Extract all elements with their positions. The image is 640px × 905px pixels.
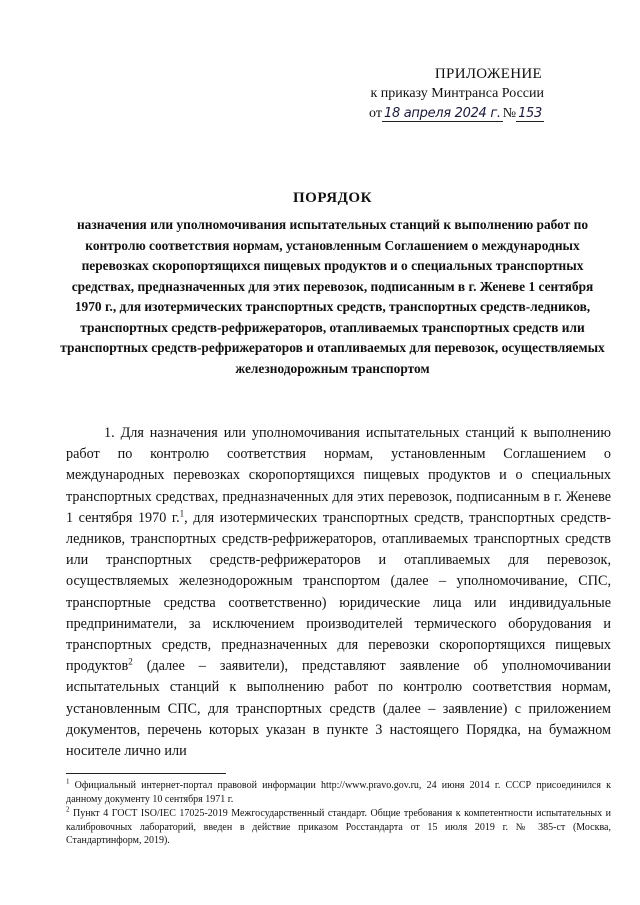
footnote-ref-2: 2	[128, 656, 133, 667]
footnote-1	[66, 779, 611, 806]
paragraph-1	[66, 423, 611, 762]
footnote-mark-2: 2	[66, 805, 70, 814]
appendix-order-ref: к приказу Минтранса России	[370, 86, 544, 101]
handwritten-number: 153	[518, 106, 542, 121]
number-label: №	[502, 106, 517, 121]
footnotes	[66, 779, 611, 849]
from-label: от	[369, 106, 382, 121]
document-heading	[60, 190, 605, 379]
document-subtitle: назначения или уполномочивания испытательных станций к выполнению работ по контролю соответствия нормам, установленным Соглашением о международных перевозках скоропортящихся пищевых продуктов и о специальных транспортных средствах, предназначенных для этих перевозок, подписанным в г. Женеве 1 сентября 1970 г., для изотермических транспортных средств, транспортных средств-ледников, транспортных средств-рефрижераторов, отапливаемых транспортных средств или транспортных средств-рефрижераторов и отапливаемых для перевозок, осуществляемых железнодорожным транспортом	[60, 217, 605, 376]
footnote-divider	[66, 773, 226, 774]
appendix-block	[324, 66, 544, 122]
footnote-text-2: Пункт 4 ГОСТ ISO/IEC 17025-2019 Межгосударственный стандарт. Общие требования к компетентности испытательных и калибровочных лабораторий, введен в действие приказом Росстандарта от 15 июля 2019 г. № 385-ст (Москва, Стандартинформ, 2019).	[66, 808, 611, 846]
document-body	[66, 423, 611, 762]
document-title: ПОРЯДОК	[293, 190, 372, 206]
footnote-text-1: Официальный интернет-портал правовой информации http://www.pravo.gov.ru, 24 июня 2014 г. СССР присоединился к данному документу 10 сентября 1971 г.	[66, 780, 611, 805]
paragraph-1-part-3: (далее – заявители), представляют заявление об уполномочивании испытательных станций к выполнению работ по контролю соответствия нормам, установленным СПС, для транспортных средств (далее – заявление) с приложением документов, перечень которых указан в пункте 3 настоящего Порядка, на бумажном носителе лично или	[66, 658, 611, 760]
footnote-mark-1: 1	[66, 777, 70, 786]
footnote-2	[66, 807, 611, 848]
handwritten-date: 18 апреля 2024 г.	[383, 106, 501, 121]
paragraph-1-part-2: , для изотермических транспортных средств, транспортных средств-ледников, транспортных средств-рефрижераторов, отапливаемых транспортных средств или транспортных средств-рефрижераторов и отапливаемых для перевозок, осуществляемых железнодорожным транспортом (далее – уполномочивание, СПС, транспортные средства соответственно) юридические лица или индивидуальные предприниматели, за исключением производителей термического оборудования и транспортных средств, предназначенных для перевозки скоропортящихся пищевых продуктов	[66, 509, 611, 675]
paragraph-1-part-1: 1. Для назначения или уполномочивания испытательных станций к выполнению работ по контролю соответствия нормам, установленным Соглашением о международных перевозках скоропортящихся пищевых продуктов и о специальных транспортных средствах, предназначенных для этих перевозок, подписанным в г. Женеве 1 сентября 1970 г.	[66, 425, 611, 526]
footnote-ref-1: 1	[179, 508, 185, 519]
appendix-title: ПРИЛОЖЕНИЕ	[434, 66, 542, 82]
appendix-date-line	[324, 106, 544, 122]
